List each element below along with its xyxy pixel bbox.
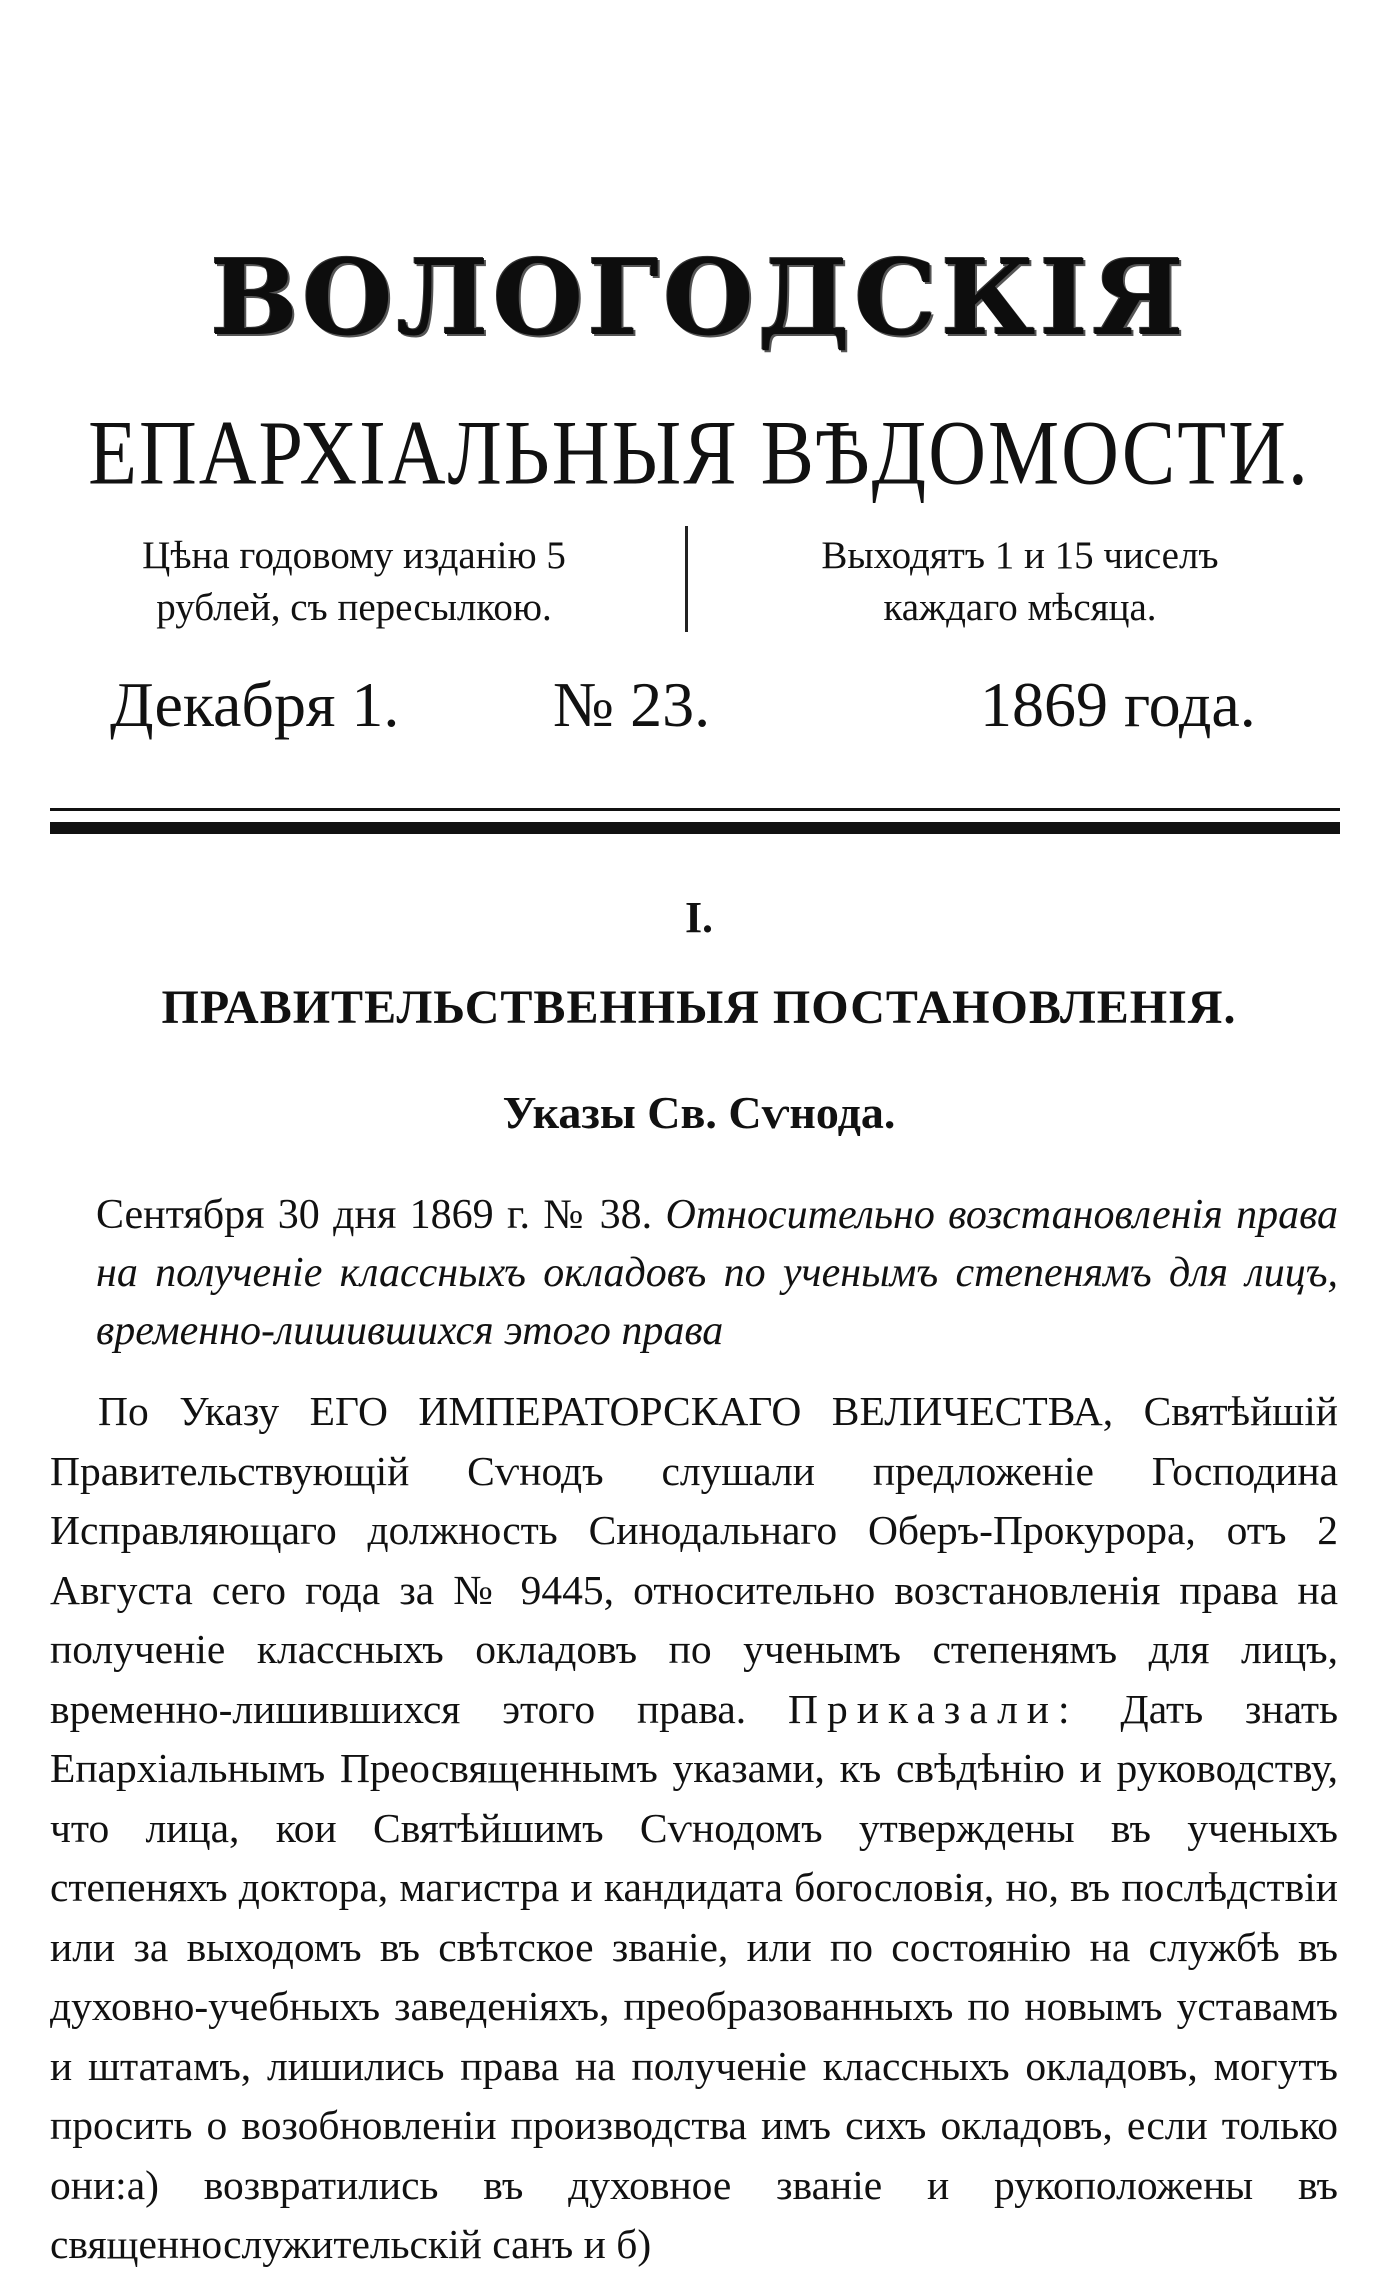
column-divider <box>685 526 688 632</box>
masthead-subtitle: ЕПАРХІАЛЬНЫЯ ВѢДОМОСТИ. <box>88 403 1310 505</box>
section-number: I. <box>684 893 714 942</box>
issue-number: № 23. <box>553 669 711 740</box>
decree-body <box>50 1382 1338 2275</box>
decree-heading <box>96 1186 1338 1360</box>
section-subheading: Указы Св. Сѵнода. <box>502 1087 896 1138</box>
schedule-info <box>720 530 1320 634</box>
body-part-2: Дать знать Епархіальнымъ Преосвященнымъ указами, къ свѣдѣнію и руководству, что лица, кои Святѣйшимъ Сѵнодомъ утверждены въ ученыхъ степеняхъ доктора, магистра и кандидата богословія, но, въ послѣдствіи или за выходомъ въ свѣтское званіе, или по состоянію на службѣ въ духовно-учебныхъ заведеніяхъ, преобразованныхъ по новымъ уставамъ и штатамъ, лишились права на полученіе классныхъ окладовъ, могутъ просить о возобновленіи производства имъ сихъ окладовъ, если только они:а) возвратились въ духовное званіе и рукоположены въ священнослужительскій санъ и б) <box>50 1685 1338 2267</box>
section-title: ПРАВИТЕЛЬСТВЕННЫЯ ПОСТАНОВЛЕНІЯ. <box>161 981 1237 1034</box>
decree-lead: Сентября 30 дня 1869 г. № 38. <box>96 1192 653 1238</box>
issue-year: 1869 года. <box>980 669 1256 740</box>
decree-topic: Относительно возстановленія права на полученіе классныхъ окладовъ по ученымъ степенямъ для лицъ, временно-лишившихся этого права <box>96 1192 1339 1354</box>
body-ordered: Приказали: <box>788 1685 1079 1732</box>
header-rule-thick <box>50 822 1340 834</box>
issue-date: Декабря 1. <box>110 669 400 740</box>
body-part-1: По Указу ЕГО ИМПЕРАТОРСКАГО ВЕЛИЧЕСТВА, Святѣйшій Правительствующій Сѵнодъ слушали предложеніе Господина Исправляющаго должность Синодальнаго Оберъ-Прокурора, отъ 2 Августа сего года за № 9445, относительно возстановленія права на полученіе классныхъ окладовъ по ученымъ степенямъ для лицъ, временно-лишившихся этого права. <box>50 1388 1338 1732</box>
schedule-line-1: Выходятъ 1 и 15 чиселъ <box>821 534 1219 577</box>
price-line-2: рублей, съ пересылкою. <box>156 586 552 629</box>
header-rule-thin <box>50 808 1340 811</box>
masthead-title: ВОЛОГОДСКІЯ <box>210 236 1188 359</box>
schedule-line-2: каждаго мѣсяца. <box>883 586 1157 629</box>
price-info <box>88 530 620 634</box>
price-line-1: Цѣна годовому изданію 5 <box>142 534 566 577</box>
